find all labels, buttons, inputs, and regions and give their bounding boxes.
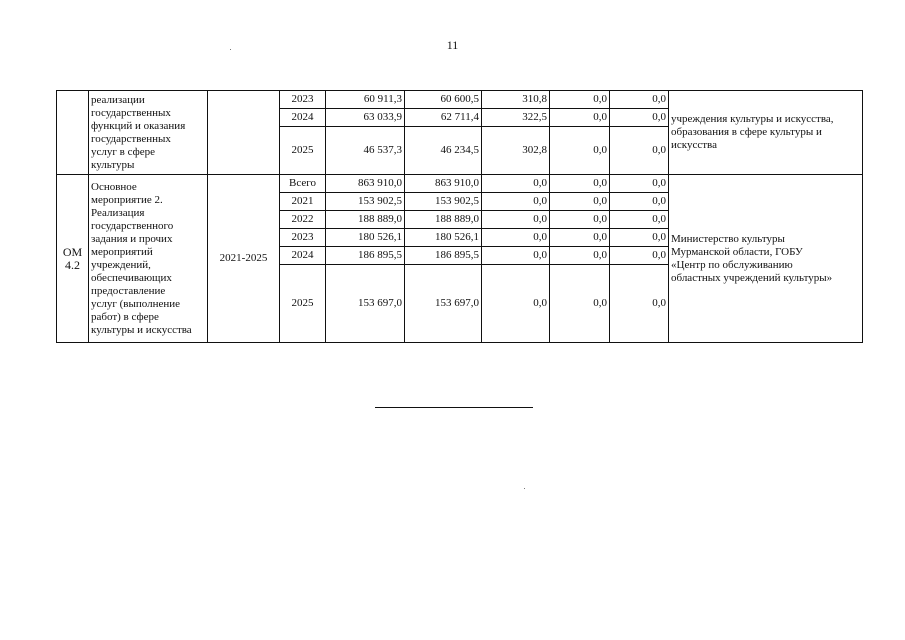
activity-name-cell-line: мероприятий [91,245,153,258]
amount-cell: 46 234,5 [405,127,482,175]
amount-cell: 60 911,3 [326,91,405,109]
amount-cell: 0,0 [550,109,610,127]
executor-cell-line: искусства [671,139,717,151]
amount-cell: 0,0 [550,127,610,175]
amount-cell: 153 697,0 [326,265,405,343]
amount-cell: 153 697,0 [405,265,482,343]
activity-name-cell-line: учреждений, [91,258,151,271]
executor-cell-line: «Центр по обслуживанию [671,258,793,271]
table-row [57,175,863,193]
amount-cell: 63 033,9 [326,109,405,127]
amount-cell: 0,0 [482,193,550,211]
amount-cell: 0,0 [550,229,610,247]
amount-cell: 0,0 [610,175,669,193]
amount-cell: 0,0 [550,247,610,265]
activity-name-cell-line: задания и прочих [91,232,173,245]
amount-cell: 46 537,3 [326,127,405,175]
amount-cell: 188 889,0 [405,211,482,229]
activity-name-cell [89,175,208,343]
amount-cell: 188 889,0 [326,211,405,229]
period-cell: 2021-2025 [208,175,280,343]
activity-code-cell [57,175,89,343]
code-cell [57,91,89,175]
activity-code-cell-line: ОМ [62,244,83,259]
page-number: 11 [446,38,459,52]
year-cell: 2024 [280,247,326,265]
amount-cell: 0,0 [482,229,550,247]
amount-cell: 310,8 [482,91,550,109]
amount-cell: 0,0 [610,109,669,127]
amount-cell: 0,0 [482,211,550,229]
activity-name-cell-line: Основное [91,180,137,193]
amount-cell: 0,0 [610,229,669,247]
activity-name-cell-line: культуры и искусства [91,323,192,336]
activity-name-cell [89,91,208,175]
activity-name-cell-line: реализации [91,93,145,106]
executor-cell-line: учреждения культуры и искусства, [671,113,834,125]
amount-cell: 863 910,0 [405,175,482,193]
amount-cell: 0,0 [610,193,669,211]
activity-name-cell-line: предоставление [91,284,166,297]
activity-name-cell-line: культуры [91,158,135,171]
year-cell: 2025 [280,265,326,343]
amount-cell: 863 910,0 [326,175,405,193]
amount-cell: 0,0 [482,175,550,193]
year-cell: 2025 [280,127,326,175]
scan-speck [230,49,231,50]
scan-speck [524,488,525,489]
amount-cell: 180 526,1 [326,229,405,247]
amount-cell: 0,0 [482,265,550,343]
amount-cell: 0,0 [482,247,550,265]
amount-cell: 180 526,1 [405,229,482,247]
executor-cell-line: областных учреждений культуры» [671,271,833,284]
year-cell: 2023 [280,229,326,247]
amount-cell: 62 711,4 [405,109,482,127]
table-body [57,91,863,343]
activity-name-cell-line: государственных [91,106,171,119]
year-cell: Всего [280,175,326,193]
end-separator-line [375,407,533,408]
amount-cell: 0,0 [610,211,669,229]
executor-cell-line: Мурманской области, ГОБУ [671,245,803,258]
activity-name-cell-line: обеспечивающих [91,271,172,284]
year-cell: 2023 [280,91,326,109]
amount-cell: 0,0 [610,127,669,175]
year-cell: 2024 [280,109,326,127]
amount-cell: 0,0 [610,91,669,109]
activity-name-cell-line: государственного [91,219,174,232]
amount-cell: 0,0 [610,247,669,265]
executor-cell-line: Министерство культуры [671,232,785,245]
year-cell: 2021 [280,193,326,211]
year-cell: 2022 [280,211,326,229]
amount-cell: 186 895,5 [326,247,405,265]
table-row [57,91,863,109]
amount-cell: 0,0 [610,265,669,343]
activity-code-cell-line: 4.2 [65,257,80,272]
amount-cell: 302,8 [482,127,550,175]
activity-name-cell-line: мероприятие 2. [91,193,163,206]
amount-cell: 186 895,5 [405,247,482,265]
activity-name-cell-line: государственных [91,132,171,145]
amount-cell: 0,0 [550,211,610,229]
amount-cell: 0,0 [550,175,610,193]
period-cell [208,91,280,175]
executor-cell [669,175,863,343]
amount-cell: 0,0 [550,193,610,211]
activity-name-cell-line: услуг (выполнение [91,297,181,310]
activity-name-cell-line: работ) в сфере [91,310,159,323]
amount-cell: 60 600,5 [405,91,482,109]
amount-cell: 153 902,5 [326,193,405,211]
budget-table [56,90,863,343]
amount-cell: 153 902,5 [405,193,482,211]
amount-cell: 0,0 [550,91,610,109]
amount-cell: 0,0 [550,265,610,343]
executor-cell-line: образования в сфере культуры и [671,126,822,138]
executor-cell [669,91,863,175]
activity-name-cell-line: услуг в сфере [91,145,155,158]
amount-cell: 322,5 [482,109,550,127]
activity-name-cell-line: Реализация [91,206,145,219]
activity-name-cell-line: функций и оказания [91,119,186,132]
